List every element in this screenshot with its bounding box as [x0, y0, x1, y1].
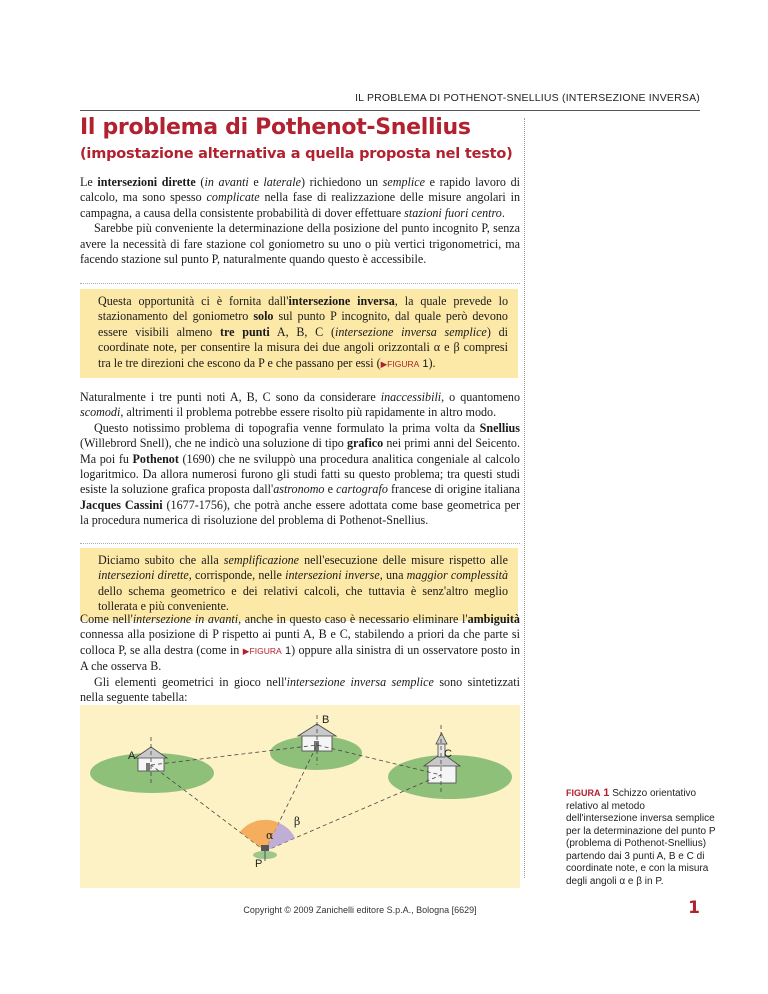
- intro-text: [80, 175, 520, 267]
- paragraph-6: Gli elementi geometrici in gioco nell'intersezione inversa semplice sono sintetizzati nella seguente tabella:: [80, 674, 520, 705]
- label-beta: β: [294, 815, 301, 828]
- caption-label: FIGURA: [566, 788, 601, 798]
- article-title: Il problema di Pothenot-Snellius: [80, 115, 471, 140]
- caption-number: 1: [603, 787, 610, 799]
- highlight-box-1: Questa opportunità ci è fornita dall'intersezione inversa, la quale prevede lo stazionamento del goniometro solo sul punto P incognito, dal quale però devono essere visibili almeno tre punti A, B, C (intersezione inversa semplice) di coordinate note, per consentire la misura dei due angoli orizzontali α e β compresi tra le tre direzioni che escono da P e che passano per essi (▶FIGURA 1).: [80, 289, 518, 378]
- highlight-box-2: Diciamo subito che alla semplificazione nell'esecuzione delle misure rispetto alle intersezioni dirette, corrisponde, nelle intersezioni inverse, una maggior complessità dello schema geometrico e dei relativi calcoli, che tuttavia è senz'altro meglio tollerata e più conveniente.: [80, 548, 518, 621]
- ambiguity-text: [80, 612, 520, 705]
- paragraph-2: Sarebbe più conveniente la determinazione della posizione del punto incognito P, senza avere la necessità di fare stazione col goniometro su uno o più vertici trigonometrici, ma facendo stazione sul punto P, naturalmente quando questo è accessibile.: [80, 221, 520, 267]
- section-divider: [80, 543, 520, 544]
- figure-1-diagram: [80, 705, 520, 888]
- label-b: B: [322, 714, 330, 726]
- paragraph-1: Le intersezioni dirette (in avanti e laterale) richiedono un semplice e rapido lavoro di calcolo, ma sono spesso complicate nella fase di realizzazione delle misure angolari in campagna, a causa della consistente probabilità di dover effettuare stazioni fuori centro.: [80, 175, 520, 220]
- label-alpha: α: [266, 829, 274, 842]
- paragraph-5: Come nell'intersezione in avanti, anche in questo caso è necessario eliminare l'ambiguità connessa alla posizione di P rispetto ai punti A, B e C, stabilendo a priori da che parte si colloca P, se alla destra (come in ▶FIGURA 1) oppure alla sinistra di un osservatore posto in A che osserva B.: [80, 612, 520, 674]
- paragraph-4: Questo notissimo problema di topografia venne formulato la prima volta da Snellius (Willebrord Snell), che ne indicò una soluzione di tipo grafico nei primi anni del Seicento. Ma poi fu Pothenot (1690) che ne sviluppò una procedura analitica congeniale al calcolo logaritmico. Da allora numerosi furono gli studi fatti su questo problema; tra questi studi esiste la soluzione grafica proposta dall'astronomo e cartografo francese di origine italiana Jacques Cassini (1677-1756), che potrà anche essere adottata come base geometrica per la procedura numerica di risoluzione del problema di Pothenot-Snellius.: [80, 420, 520, 528]
- figure-1: [80, 705, 520, 888]
- direction-pc: [265, 775, 441, 851]
- page-number: 1: [688, 898, 700, 918]
- header-rule: [80, 110, 700, 111]
- article-subtitle: (impostazione alternativa a quella proposta nel testo): [80, 146, 513, 162]
- figure-ref-link[interactable]: ▶FIGURA: [242, 645, 282, 656]
- running-header: IL PROBLEMA DI POTHENOT-SNELLIUS (INTERSEZIONE INVERSA): [355, 92, 700, 104]
- figure-ref-link[interactable]: ▶FIGURA: [380, 358, 420, 369]
- label-p: P: [255, 858, 263, 870]
- caption-text: Schizzo orientativo relativo al metodo dell'intersezione inversa semplice per la determinazione del punto P (problema di Pothenot-Snellius) partendo dai 3 punti A, B e C di coordinate note, e con la misura degli angoli α e β in P.: [566, 788, 716, 887]
- figure-caption: [566, 787, 716, 888]
- label-a: A: [128, 750, 136, 762]
- column-divider: [524, 118, 525, 878]
- paragraph-3: Naturalmente i tre punti noti A, B, C sono da considerare inaccessibili, o quantomeno scomodi, altrimenti il problema potrebbe essere risolto più rapidamente in altro modo.: [80, 390, 520, 420]
- section-divider: [80, 283, 520, 284]
- copyright-footer: Copyright © 2009 Zanichelli editore S.p.A., Bologna [6629]: [243, 905, 477, 915]
- label-c: C: [444, 748, 452, 760]
- history-text: [80, 390, 520, 529]
